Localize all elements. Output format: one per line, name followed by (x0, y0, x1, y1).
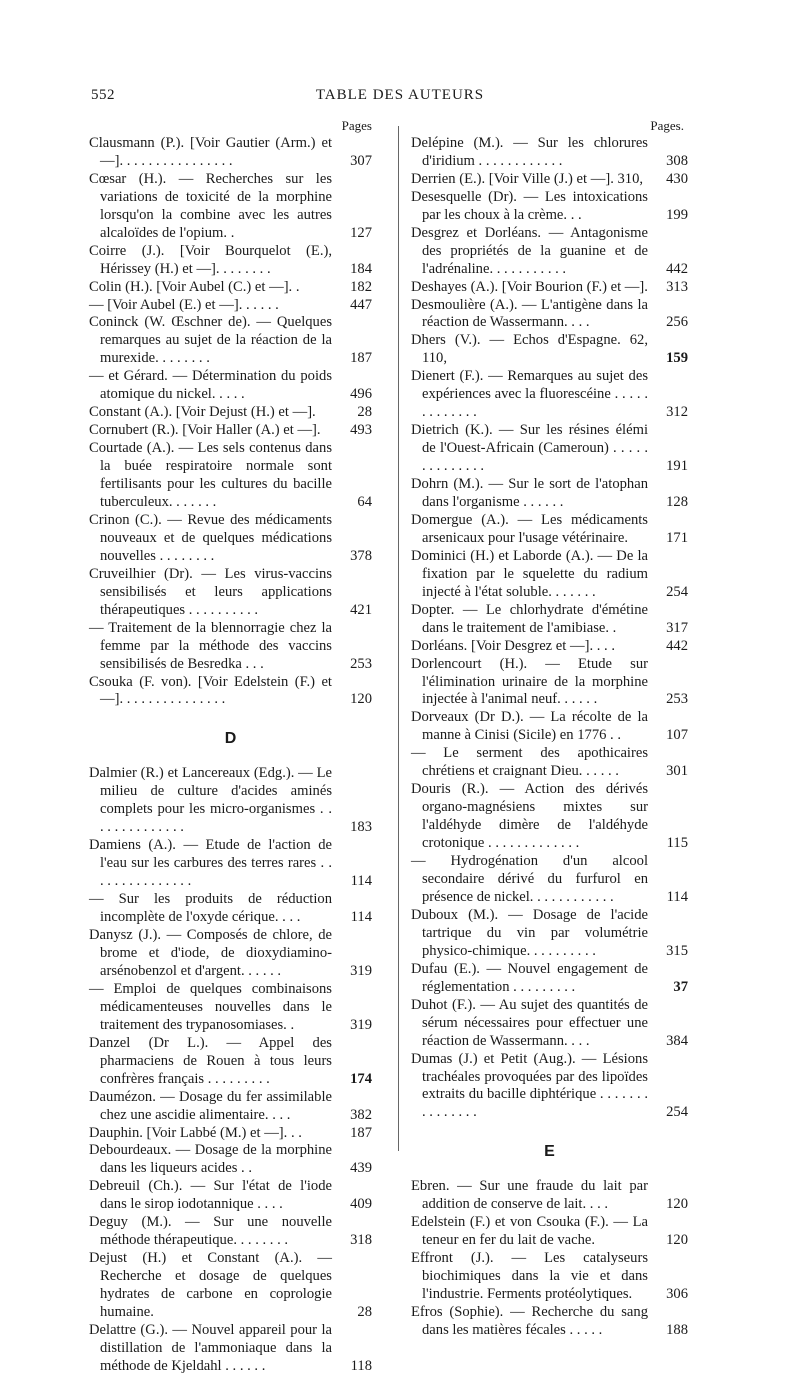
entry-page-number: 409 (350, 1196, 372, 1213)
index-entry (411, 638, 688, 656)
index-entry (411, 853, 688, 907)
entry-page-number: 256 (666, 314, 688, 331)
index-entry (411, 781, 688, 853)
index-entry (411, 422, 688, 476)
index-entry (89, 1322, 372, 1376)
index-entry (89, 171, 372, 243)
entry-text: Danzel (Dr L.). — Appel des pharmaciens de Rouen à tous leurs confrères français . . . . . . . . . (89, 1034, 332, 1087)
entry-page-number: 118 (350, 1357, 372, 1374)
entry-page-number: 114 (350, 909, 372, 926)
index-entry (89, 765, 372, 837)
entry-page-number: 254 (666, 583, 688, 600)
entry-text: Courtade (A.). — Les sels contenus dans la buée respiratoire normale sont fertilisants pour les cultures du bacille tuberculeux. . . . . . . (89, 440, 332, 510)
entry-text: Duboux (M.). — Dosage de l'acide tartrique du vin par volumétrie physico-chimique. . . . . . . . . . (411, 906, 648, 959)
entry-text: — [Voir Aubel (E.) et —]. . . . . . (89, 296, 279, 313)
index-entry (411, 476, 688, 512)
index-entry (89, 1178, 372, 1214)
entry-page-number: 254 (666, 1104, 688, 1121)
entry-text: Desmoulière (A.). — L'antigène dans la réaction de Wassermann. . . . (411, 296, 648, 331)
entry-text: Dalmier (R.) et Lancereaux (Edg.). — Le milieu de culture d'acides aminés complets pour les micro-organismes . . . . . . . . . . . . . . (89, 765, 332, 836)
entry-page-number: 313 (666, 278, 688, 295)
entry-text: Dohrn (M.). — Sur le sort de l'atophan dans l'organisme . . . . . . (411, 476, 648, 510)
entry-text: Cœsar (H.). — Recherches sur les variations de toxicité de la morphine lorsqu'on la combine avec les autres alcaloïdes de l'opium. . (89, 170, 332, 241)
entry-page-number: 301 (666, 763, 688, 780)
entry-text: Debreuil (Ch.). — Sur l'état de l'iode dans le sirop iodotannique . . . . (89, 1178, 332, 1213)
index-entry (411, 997, 688, 1051)
entry-text: Dumas (J.) et Petit (Aug.). — Lésions trachéales provoquées par des lipoïdes extraits du bacille diphtérique . . . . . . . . . . . . . . . (411, 1050, 648, 1121)
index-entry (411, 602, 688, 638)
entry-page-number: 183 (350, 819, 372, 836)
pages-column-label: Pages (341, 118, 372, 133)
index-entry (411, 297, 688, 333)
entry-page-number: 318 (350, 1232, 372, 1249)
page-title: TABLE DES AUTEURS (315, 87, 485, 103)
entry-page-number: 114 (666, 888, 688, 905)
entry-page-number: 188 (666, 1321, 688, 1338)
index-entry (411, 1304, 688, 1340)
entry-text: Desgrez et Dorléans. — Antagonisme des propriétés de la guanine et de l'adrénaline. . . . . . . . . . . (411, 224, 648, 277)
entry-text: — Le serment des apothicaires chrétiens et craignant Dieu. . . . . . (411, 745, 648, 780)
entry-page-number: 114 (350, 873, 372, 890)
entry-page-number: 187 (350, 1124, 372, 1141)
entry-page-number: 312 (666, 404, 688, 421)
entry-page-number: 442 (666, 260, 688, 277)
entry-text: Dopter. — Le chlorhydrate d'émétine dans le traitement de l'amibiase. . (411, 601, 648, 636)
entry-page-number: 384 (666, 1032, 688, 1049)
entry-text: Deguy (M.). — Sur une nouvelle méthode thérapeutique. . . . . . . . (89, 1214, 332, 1249)
index-entry (89, 1089, 372, 1125)
entry-page-number: 127 (350, 224, 372, 241)
entry-page-number: 317 (666, 619, 688, 636)
entry-page-number: 447 (350, 296, 372, 313)
entry-text: Dejust (H.) et Constant (A.). — Recherche et dosage de quelques hydrates de carbone en coprologie humaine. (89, 1250, 332, 1321)
entry-text: Delépine (M.). — Sur les chlorures d'iridium . . . . . . . . . . . . (411, 134, 648, 169)
entry-text: Dufau (E.). — Nouvel engagement de réglementation . . . . . . . . . (411, 960, 648, 995)
index-entry (89, 1250, 372, 1322)
section-letter: D (224, 730, 237, 748)
entry-page-number: 184 (350, 260, 372, 277)
entry-page-number: 28 (357, 404, 372, 421)
index-entry (89, 422, 372, 440)
entry-text: Deshayes (A.). [Voir Bourion (F.) et —]. (411, 278, 648, 295)
entry-text: Debourdeaux. — Dosage de la morphine dans les liqueurs acides . . (89, 1142, 332, 1177)
entry-text: Coirre (J.). [Voir Bourquelot (E.), Hérissey (H.) et —]. . . . . . . . (89, 242, 332, 277)
entry-text: Dominici (H.) et Laborde (A.). — De la fixation par le squelette du radium injecté à l'état soluble. . . . . . . (411, 547, 648, 600)
entry-text: Efros (Sophie). — Recherche du sang dans les matières fécales . . . . . (411, 1304, 648, 1338)
entry-page-number: 382 (350, 1106, 372, 1123)
entry-page-number: 174 (350, 1070, 372, 1087)
entry-page-number: 199 (666, 206, 688, 223)
index-entry (89, 891, 372, 927)
index-entry (411, 171, 688, 189)
entry-text: — et Gérard. — Détermination du poids atomique du nickel. . . . . (89, 368, 332, 403)
index-entry (411, 961, 688, 997)
entry-text: Ebren. — Sur une fraude du lait par addition de conserve de lait. . . . (411, 1178, 648, 1213)
entry-text: Domergue (A.). — Les médicaments arsenicaux pour l'usage vétérinaire. (411, 511, 648, 546)
entry-page-number: 308 (666, 152, 688, 169)
entry-page-number: 307 (350, 152, 372, 169)
index-entry (89, 674, 372, 710)
left-column (89, 117, 372, 1376)
index-entry (411, 189, 688, 225)
index-entry (89, 981, 372, 1035)
entry-text: Csouka (F. von). [Voir Edelstein (F.) et —]. . . . . . . . . . . . . . . (89, 673, 332, 708)
index-entry (411, 907, 688, 961)
entry-text: Duhot (F.). — Au sujet des quantités de sérum nécessaires pour effectuer une réaction de Wassermann. . . . (411, 996, 648, 1049)
entry-page-number: 315 (666, 942, 688, 959)
index-entry (411, 656, 688, 710)
entry-page-number: 442 (666, 637, 688, 654)
index-entry (411, 745, 688, 781)
entry-text: Dietrich (K.). — Sur les résines élémi de l'Ouest-Africain (Cameroun) . . . . . . . . . . . . . . (411, 422, 648, 475)
entry-text: Delattre (G.). — Nouvel appareil pour la distillation de l'ammoniaque dans la méthode de Kjeldahl . . . . . . (89, 1321, 332, 1374)
index-entry (89, 512, 372, 566)
index-entry (89, 1214, 372, 1250)
entry-page-number: 107 (666, 727, 688, 744)
index-entry (89, 440, 372, 512)
entry-page-number: 37 (673, 978, 688, 995)
index-entry (89, 404, 372, 422)
entry-text: — Hydrogénation d'un alcool secondaire dérivé du furfurol en présence de nickel. . . . . . . . . . . . (411, 853, 648, 905)
entry-page-number: 378 (350, 547, 372, 564)
page-number: 552 (91, 87, 115, 103)
entry-text: Coninck (W. Œschner de). — Quelques remarques au sujet de la réaction de la murexide. . . . . . . . (89, 314, 332, 367)
entry-page-number: 64 (357, 494, 372, 510)
entry-page-number: 253 (350, 655, 372, 672)
entry-text: Douris (R.). — Action des dérivés organo-magnésiens mixtes sur l'aldéhyde dimère de l'aldéhyde crotonique . . . . . . . . . . . . . (411, 781, 648, 852)
entry-page-number: 306 (666, 1286, 688, 1303)
entry-page-number: 439 (350, 1160, 372, 1177)
entry-text: Dorveaux (Dr D.). — La récolte de la manne à Cinisi (Sicile) en 1776 . . (411, 709, 648, 744)
entry-text: Damiens (A.). — Etude de l'action de l'eau sur les carbures des terres rares . . . . . . . . . . . . . . . (89, 837, 332, 890)
index-entry (89, 243, 372, 279)
entry-page-number: 493 (350, 422, 372, 439)
entry-text: — Emploi de quelques combinaisons médicamenteuses nouvelles dans le traitement des trypanosomiases. . (89, 980, 332, 1033)
entry-page-number: 120 (350, 691, 372, 708)
index-entry (89, 314, 372, 368)
index-entry (411, 1178, 688, 1214)
entry-page-number: 115 (666, 835, 688, 852)
entry-text: Effront (J.). — Les catalyseurs biochimiques dans la vie et dans l'industrie. Ferments protéolytiques. (411, 1250, 648, 1303)
index-entry (411, 368, 688, 422)
index-entry (411, 225, 688, 279)
index-entry (89, 927, 372, 981)
index-entry (89, 135, 372, 171)
entry-page-number: 128 (666, 494, 688, 510)
entry-text: Dhers (V.). — Echos d'Espagne. 62, 110, (411, 332, 648, 367)
index-entry (411, 1250, 688, 1304)
entry-page-number: 319 (350, 962, 372, 979)
index-entry (411, 548, 688, 602)
entry-text: Edelstein (F.) et von Csouka (F.). — La teneur en fer du lait de vache. (411, 1214, 648, 1249)
index-entry (89, 368, 372, 404)
entry-page-number: 253 (666, 691, 688, 708)
index-entry (411, 135, 688, 171)
entry-text: Cornubert (R.). [Voir Haller (A.) et —]. (89, 422, 321, 439)
entry-text: Dorléans. [Voir Desgrez et —]. . . . (411, 637, 615, 654)
pages-column-label: Pages. (650, 118, 684, 133)
entry-text: Desesquelle (Dr). — Les intoxications par les choux à la crème. . . (411, 188, 648, 223)
entry-text: Derrien (E.). [Voir Ville (J.) et —]. 310, (411, 170, 644, 187)
entry-page-number: 319 (350, 1016, 372, 1033)
index-entry (89, 279, 372, 297)
entry-text: Danysz (J.). — Composés de chlore, de brome et d'iode, de dioxydiamino-arsénobenzol et d'argent. . . . . . (89, 927, 332, 979)
index-entry (89, 1035, 372, 1089)
entry-page-number: 159 (666, 350, 688, 367)
entry-page-number: 191 (666, 458, 688, 475)
entry-page-number: 430 (666, 170, 688, 187)
entry-text: Daumézon. — Dosage du fer assimilable chez une ascidie alimentaire. . . . (89, 1088, 332, 1123)
right-column (411, 117, 688, 1340)
entry-text: — Traitement de la blennorragie chez la femme par la méthode des vaccins sensibilisés de Besredka . . . (89, 619, 332, 672)
index-entry (411, 279, 688, 297)
entry-text: Clausmann (P.). [Voir Gautier (Arm.) et —]. . . . . . . . . . . . . . . . (89, 134, 332, 169)
entry-text: Dauphin. [Voir Labbé (M.) et —]. . . (89, 1124, 302, 1141)
index-entry (89, 1125, 372, 1143)
index-entry (89, 297, 372, 315)
entry-page-number: 120 (666, 1196, 688, 1213)
index-entry (411, 1214, 688, 1250)
entry-text: Dienert (F.). — Remarques au sujet des expériences avec la fluorescéine . . . . . . . . . . . . . (411, 368, 648, 421)
entry-page-number: 120 (666, 1232, 688, 1249)
section-letter: E (544, 1143, 555, 1161)
entry-text: Crinon (C.). — Revue des médicaments nouveaux et de quelques médications nouvelles . . . . . . . . (89, 511, 332, 564)
index-entry (89, 620, 372, 674)
entry-page-number: 496 (350, 386, 372, 403)
index-entry (89, 566, 372, 620)
entry-page-number: 28 (357, 1304, 372, 1321)
entry-page-number: 187 (350, 350, 372, 367)
index-entry (411, 332, 688, 368)
entry-text: Colin (H.). [Voir Aubel (C.) et —]. . (89, 278, 300, 295)
entry-page-number: 171 (666, 529, 688, 546)
entry-text: Dorlencourt (H.). — Etude sur l'élimination urinaire de la morphine injectée à l'animal neuf. . . . . . (411, 655, 648, 708)
entry-text: Cruveilhier (Dr). — Les virus-vaccins sensibilisés et leurs applications thérapeutiques . . . . . . . . . . (89, 565, 332, 618)
index-entry (411, 1051, 688, 1123)
entry-page-number: 182 (350, 278, 372, 295)
index-entry (411, 512, 688, 548)
index-entry (411, 709, 688, 745)
entry-text: — Sur les produits de réduction incomplète de l'oxyde cérique. . . . (89, 891, 332, 926)
column-divider (398, 126, 399, 1151)
entry-page-number: 421 (350, 601, 372, 618)
entry-text: Constant (A.). [Voir Dejust (H.) et —]. (89, 404, 316, 421)
index-entry (89, 1142, 372, 1178)
index-entry (89, 837, 372, 891)
